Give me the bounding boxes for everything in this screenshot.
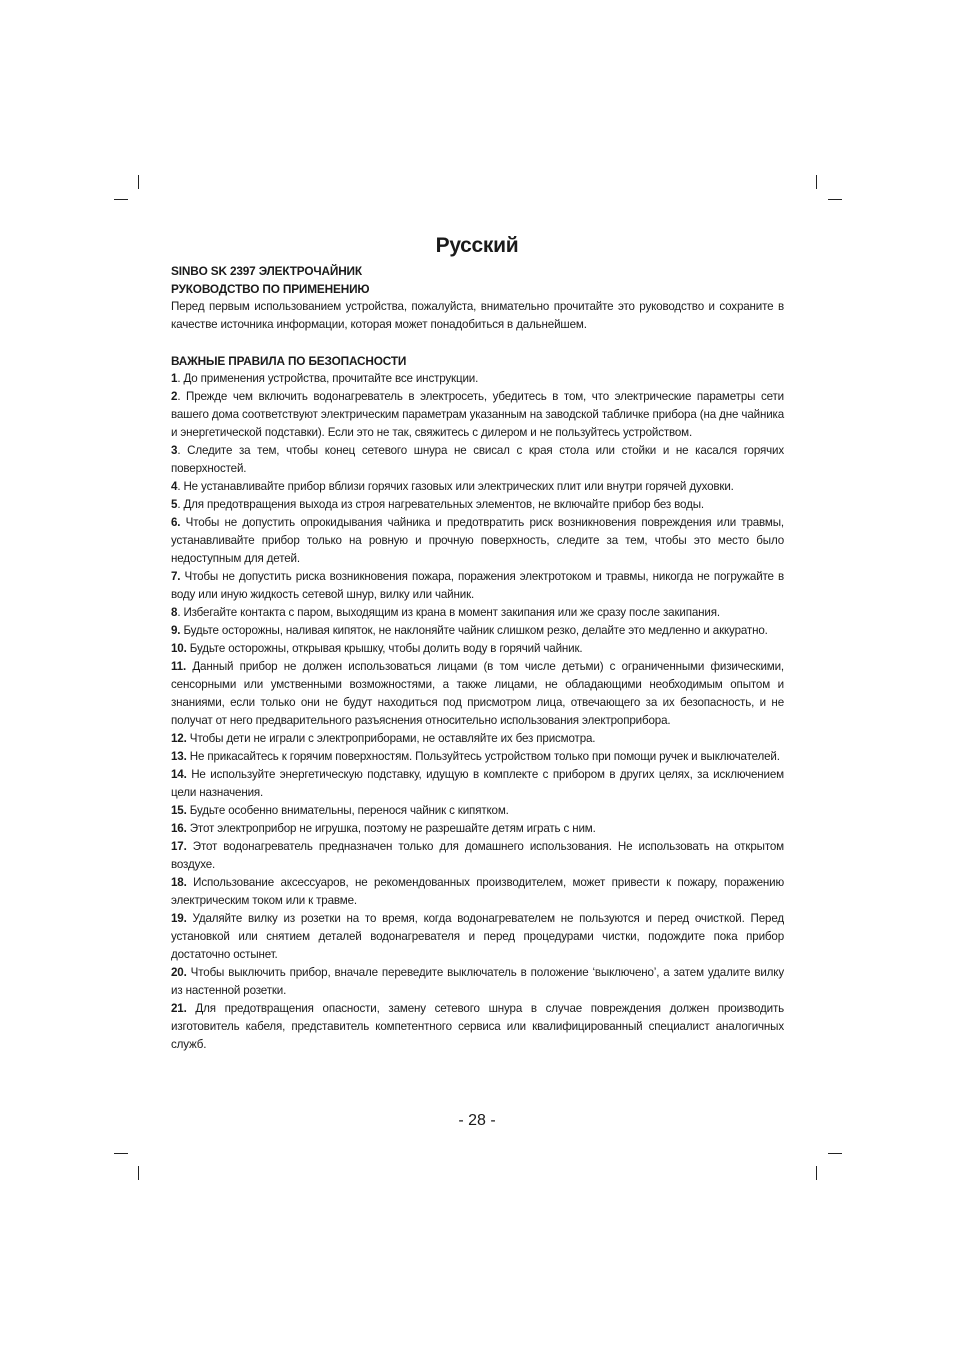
- rule-text: . Избегайте контакта с паром, выходящим из крана в момент закипания или же сразу после закипания.: [177, 606, 720, 619]
- rule-number: 4: [171, 480, 178, 493]
- rule-text: Чтобы не допустить риска возникновения пожара, поражения электротоком и травмы, никогда не погружайте в воду или иную жидкость сетевой шнур, вилку или чайник.: [171, 570, 784, 601]
- rule-number: 2: [171, 390, 178, 403]
- page-title: Русский: [435, 234, 519, 257]
- rule-text: Данный прибор не должен использоваться лицами (в том числе детьми) с ограниченными физическими, сенсорными или умственными возможностями, а также лицами, не обладающими необходимым опытом и знаниями, если только они не будут находиться под присмотром лица, отвечающего за их безопасность, и не получат от него предварительного разъяснения относительно использования электроприбора.: [171, 660, 784, 727]
- safety-rule: [171, 748, 784, 766]
- safety-rule: [171, 604, 784, 622]
- product-heading: SINBO SK 2397 ЭЛЕКТРОЧАЙНИК: [171, 264, 362, 278]
- safety-rule: [171, 658, 784, 730]
- safety-rule: [171, 964, 784, 1000]
- safety-rule: [171, 622, 784, 640]
- rule-text: Не используйте энергетическую подставку, идущую в комплекте с прибором в других целях, за исключением цели назначения.: [171, 768, 784, 799]
- rule-number: 15.: [171, 804, 187, 817]
- rule-text: Будьте особенно внимательны, перенося чайник с кипятком.: [186, 804, 509, 817]
- rule-text: . Прежде чем включить водонагреватель в электросеть, убедитесь в том, что электрические параметры сети вашего дома соответствуют электрическим параметрам указанным на заводской табличке прибора (на дне чайника и энергетической подставки). Если это не так, свяжитесь с дилером и не пользуйтесь устройством.: [171, 390, 784, 439]
- safety-rule: [171, 910, 784, 964]
- rule-number: 21.: [171, 1002, 187, 1015]
- rule-text: Этот электроприбор не игрушка, поэтому не разрешайте детям играть с ним.: [186, 822, 596, 835]
- page-number: - 28 -: [458, 1112, 496, 1129]
- safety-rule: [171, 802, 784, 820]
- rule-text: Для предотвращения опасности, замену сетевого шнура в случае повреждения должен производить изготовитель кабеля, представитель компетентного сервиса или квалифицированный специалист аналогичных служб.: [171, 1002, 784, 1051]
- rule-text: Будьте осторожны, наливая кипяток, не наклоняйте чайник слишком резко, делайте это медленно и аккуратно.: [180, 624, 768, 637]
- rule-number: 19.: [171, 912, 187, 925]
- crop-mark-bottom-left-horizontal: [114, 1153, 128, 1154]
- safety-rule: [171, 1000, 784, 1054]
- rule-text: Не прикасайтесь к горячим поверхностям. Пользуйтесь устройством только при помощи ручек и выключателей.: [186, 750, 780, 763]
- rule-number: 3: [171, 444, 178, 457]
- safety-rule: [171, 370, 784, 388]
- crop-mark-top-left-vertical: [138, 175, 139, 189]
- safety-rules-list: [171, 370, 784, 1054]
- safety-rule: [171, 442, 784, 478]
- safety-rule: [171, 820, 784, 838]
- safety-rule: [171, 478, 784, 496]
- intro-paragraph: Перед первым использованием устройства, пожалуйста, внимательно прочитайте это руководство и сохраните в качестве источника информации, которая может понадобиться в дальнейшем.: [171, 300, 784, 331]
- rule-number: 7.: [171, 570, 181, 583]
- rule-text: Этот водонагреватель предназначен только для домашнего использования. Не использовать на открытом воздухе.: [171, 840, 784, 871]
- rule-text: . Не устанавливайте прибор вблизи горячих газовых или электрических плит или внутри горячей духовки.: [177, 480, 734, 493]
- safety-rule: [171, 640, 784, 658]
- rule-text: Будьте осторожны, открывая крышку, чтобы долить воду в горячий чайник.: [186, 642, 583, 655]
- rule-number: 5: [171, 498, 178, 511]
- rule-number: 20.: [171, 966, 187, 979]
- rule-text: Чтобы выключить прибор, вначале переведите выключатель в положение ‘выключено’, а затем удалите вилку из настенной розетки.: [171, 966, 784, 997]
- safety-rule: [171, 514, 784, 568]
- manual-title: РУКОВОДСТВО ПО ПРИМЕНЕНИЮ: [171, 282, 370, 296]
- rule-number: 18.: [171, 876, 187, 889]
- rule-number: 17.: [171, 840, 187, 853]
- rule-number: 13.: [171, 750, 187, 763]
- crop-mark-bottom-left-vertical: [138, 1166, 139, 1180]
- rule-number: 6.: [171, 516, 181, 529]
- safety-heading: ВАЖНЫЕ ПРАВИЛА ПО БЕЗОПАСНОСТИ: [171, 354, 407, 368]
- crop-mark-top-left-horizontal: [114, 199, 128, 200]
- rule-number: 14.: [171, 768, 187, 781]
- rule-number: 1: [171, 372, 178, 385]
- rule-text: Чтобы не допустить опрокидывания чайника и предотвратить риск возникновения повреждения или травмы, устанавливайте прибор только на ровную и прочную поверхность, следите за тем, чтобы это место было недоступным для детей.: [171, 516, 784, 565]
- safety-rule: [171, 874, 784, 910]
- safety-rule: [171, 730, 784, 748]
- rule-text: Использование аксессуаров, не рекомендованных производителем, может привести к пожару, поражению электрическим током или к травме.: [171, 876, 784, 907]
- rule-number: 8: [171, 606, 178, 619]
- rule-text: . До применения устройства, прочитайте все инструкции.: [177, 372, 479, 385]
- rule-number: 11.: [171, 660, 187, 673]
- rule-number: 10.: [171, 642, 187, 655]
- crop-mark-top-right-horizontal: [828, 199, 842, 200]
- rule-text: Чтобы дети не играли с электроприборами, не оставляйте их без присмотра.: [186, 732, 596, 745]
- rule-number: 16.: [171, 822, 187, 835]
- safety-rule: [171, 388, 784, 442]
- safety-rule: [171, 766, 784, 802]
- rule-number: 12.: [171, 732, 187, 745]
- crop-mark-bottom-right-vertical: [816, 1166, 817, 1180]
- rule-text: . Для предотвращения выхода из строя нагревательных элементов, не включайте прибор без воды.: [177, 498, 704, 511]
- crop-mark-bottom-right-horizontal: [828, 1153, 842, 1154]
- safety-rule: [171, 838, 784, 874]
- safety-rule: [171, 496, 784, 514]
- rule-number: 9.: [171, 624, 181, 637]
- rule-text: . Следите за тем, чтобы конец сетевого шнура не свисал с края стола или стойки и не касался горячих поверхностей.: [171, 444, 784, 475]
- crop-mark-top-right-vertical: [816, 175, 817, 189]
- safety-rule: [171, 568, 784, 604]
- rule-text: Удаляйте вилку из розетки на то время, когда водонагревателем не пользуются и перед очисткой. Перед установкой или снятием деталей водонагревателя и перед процедурами чистки, подождите пока прибор достаточно остынет.: [171, 912, 784, 961]
- manual-content: [171, 262, 784, 1054]
